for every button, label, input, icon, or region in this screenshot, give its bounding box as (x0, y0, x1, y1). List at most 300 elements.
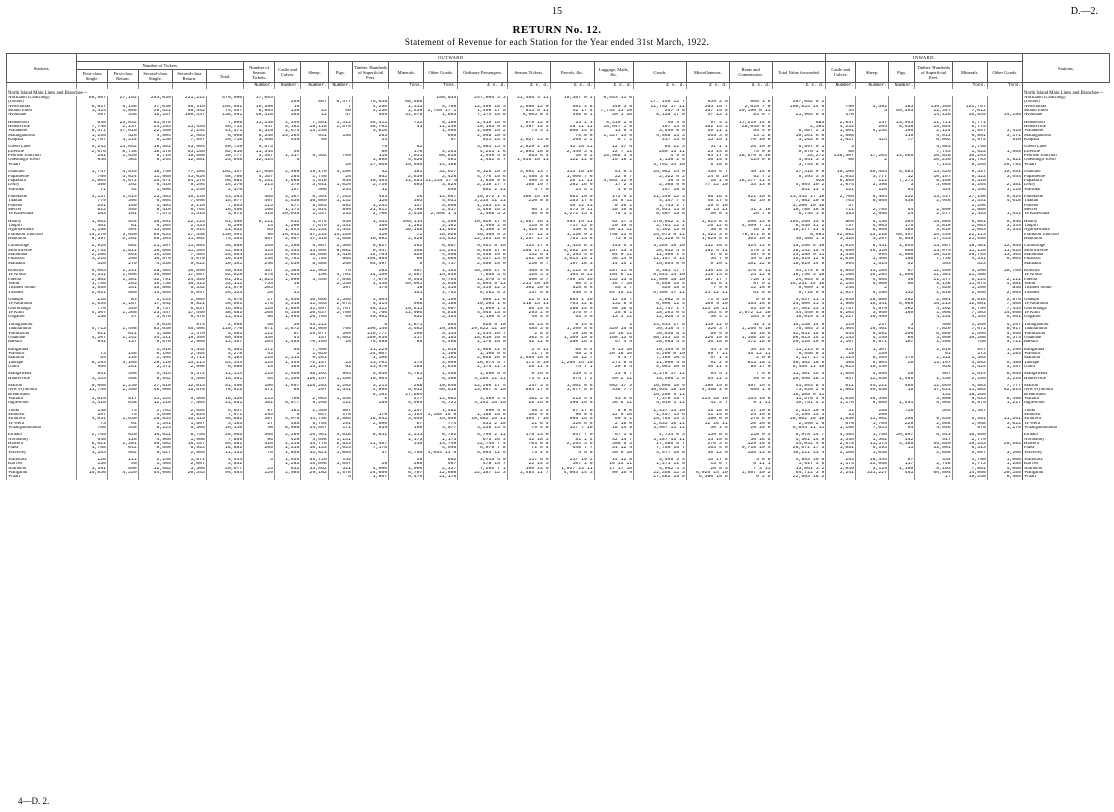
station-name: Hunterville (7, 377, 77, 381)
table-cell: 12,747 1 7 (634, 307, 687, 311)
table-cell: 8,498 (987, 397, 1022, 401)
table-cell: 3,200 (952, 269, 987, 273)
table-cell: 2,477 (915, 212, 952, 216)
table-cell: 39,836 6 3 (634, 332, 687, 336)
table-cell: 86,813 14 2 (772, 336, 826, 340)
table-cell: 7,558 3 6 (458, 273, 507, 277)
table-cell: 59,648 (856, 388, 889, 392)
station-name-right: Pukekohe (1023, 195, 1110, 199)
table-cell: 16,461 (856, 327, 889, 331)
table-cell: 4,360 1 0 (458, 228, 507, 232)
station-name: Rotorua (7, 269, 77, 273)
table-cell: 468 (826, 361, 856, 365)
table-cell: 665 (424, 134, 458, 138)
table-cell: 11,711 (915, 121, 952, 125)
table-cell: 96 1 3 (507, 208, 550, 212)
table-cell: 9,327 (952, 170, 987, 174)
table-cell: 1,697 (274, 384, 300, 388)
table-cell: 4,292 15 9 (550, 249, 594, 253)
table-cell: 1,424 (952, 365, 987, 369)
table-cell: 44 (826, 109, 856, 113)
table-cell: 603 (389, 183, 424, 187)
table-cell: 61,678 (138, 121, 172, 125)
table-cell (594, 475, 634, 479)
table-cell: 4,060 (987, 467, 1022, 471)
table-cell: 10,686 (301, 298, 328, 302)
table-cell: 19,399 (172, 336, 206, 340)
table-cell: 1,173 (424, 438, 458, 442)
table-cell: 202 (352, 269, 388, 273)
table-cell: 968 (389, 302, 424, 306)
table-cell: 4,227 (826, 315, 856, 319)
table-cell: 85,033 (138, 233, 172, 237)
table-cell: 98 16 4 (686, 195, 729, 199)
table-cell: 2,237 (108, 125, 139, 129)
station-name-right: Thames (1023, 291, 1110, 295)
table-cell (301, 475, 328, 479)
table-cell: 547 (244, 125, 275, 129)
unit-label: Number. (826, 83, 856, 90)
table-cell: 3,460 (244, 138, 275, 142)
table-cell: 5,282 5 2 (458, 291, 507, 295)
table-cell: 1,917 3 5 (772, 462, 826, 466)
table-cell: 5 (274, 158, 300, 162)
table-cell: 56 8 3 (686, 212, 729, 216)
table-cell: 23,667 8 10 (458, 388, 507, 392)
table-cell: 33,892 (301, 467, 328, 471)
table-cell: 500 5 7 (507, 278, 550, 282)
station-name: Te Kuiti (7, 311, 77, 315)
table-cell: 208 13 0 (729, 220, 772, 224)
station-name: Breakwater (7, 393, 77, 397)
table-cell: 40,602 (138, 442, 172, 446)
table-cell: 2,539 (274, 262, 300, 266)
table-cell: 37,038 (138, 105, 172, 109)
table-cell: 35,000 (138, 273, 172, 277)
table-cell: 853 6 4 (507, 154, 550, 158)
table-cell: 5,816 (424, 311, 458, 315)
table-cell: 163 5 0 (686, 311, 729, 315)
table-cell: 2,634 (77, 302, 108, 306)
table-cell: 1,756 (856, 433, 889, 437)
table-cell: 21 12 11 (686, 291, 729, 295)
col-in-minerals: Minerals. (952, 62, 987, 83)
table-cell: 4,264 18 10 (634, 244, 687, 248)
table-cell: 457 15 4 (729, 384, 772, 388)
table-cell: 1,756 (77, 282, 108, 286)
station-name: Taupiri (7, 224, 77, 228)
table-cell: 5,561 (987, 315, 1022, 319)
table-cell: 226 (77, 458, 108, 462)
table-cell: 33 13 0 (729, 183, 772, 187)
table-cell: 20 (274, 323, 300, 327)
table-cell: 160 (889, 311, 915, 315)
table-cell: 38,583 (206, 311, 243, 315)
table-cell: 7,176 (352, 446, 388, 450)
table-cell: 20,236 (915, 158, 952, 162)
table-cell: 1,228 9 2 (550, 233, 594, 237)
table-cell: 3,398 (856, 183, 889, 187)
table-cell: 27,448 (172, 233, 206, 237)
table-cell: 2,415 15 9 (458, 121, 507, 125)
table-cell: 2,861 16 8 (507, 150, 550, 154)
table-cell: 18,261 0 5 (634, 311, 687, 315)
table-cell: 20 (889, 361, 915, 365)
table-cell: 102,147 (206, 170, 243, 174)
station-name: Taumarunui (7, 327, 77, 331)
table-cell: 1,132 (328, 199, 352, 203)
table-cell: 414 (856, 138, 889, 142)
station-name: Papatoetoe (7, 175, 77, 179)
table-cell: 28,879 8 10 (729, 154, 772, 158)
table-cell: 1,313 (389, 105, 424, 109)
table-cell: 3,030 (826, 257, 856, 261)
table-cell: 19,243 (952, 442, 987, 446)
table-cell: 104,965 (352, 257, 388, 261)
table-cell: 11,562 (856, 417, 889, 421)
table-cell: 75 0 0 (729, 150, 772, 154)
col-first-single: First-class Single. (77, 70, 108, 83)
table-cell: 1,168 15 8 (424, 413, 458, 417)
table-cell: 215 (244, 372, 275, 376)
table-cell: 1,906 (826, 302, 856, 306)
table-cell: 7,508 (987, 302, 1022, 306)
table-cell: 54,711 3 9 (772, 471, 826, 475)
unit-label: Number. (274, 83, 300, 90)
station-name-right: Huntly (1023, 220, 1110, 224)
table-cell: 18,277 11 4 (729, 179, 772, 183)
table-cell: 6,964 (244, 109, 275, 113)
table-cell: 8,958 (274, 426, 300, 430)
table-cell: 4 0 8 (550, 451, 594, 455)
table-cell: 122 11 0 (550, 158, 594, 162)
table-cell: 59 9 9 (686, 332, 729, 336)
table-cell: 10,208 (952, 336, 987, 340)
station-name-right: New Plymouth (1023, 388, 1110, 392)
table-cell: 2,780 (328, 311, 352, 315)
table-cell: 640 (77, 438, 108, 442)
table-cell: 25 (328, 175, 352, 179)
station-name-right: Normanby (1023, 438, 1110, 442)
table-cell: 11,074 (952, 282, 987, 286)
station-name-right: Wanganui (1023, 471, 1110, 475)
table-cell: 10,052 15 11 (458, 417, 507, 421)
table-cell: 268 (389, 384, 424, 388)
report-title: RETURN No. 12. (512, 24, 602, 36)
table-cell: 1,504 (352, 298, 388, 302)
table-cell: 839 (352, 426, 388, 430)
table-cell: 974 (172, 323, 206, 327)
table-cell: 53 3 0 (550, 315, 594, 319)
col-second-single: Second-class Single. (138, 70, 172, 83)
station-name-right: Aramoho (1023, 467, 1110, 471)
table-cell: 24,953 5 5 (772, 278, 826, 282)
table-cell: 206 (389, 332, 424, 336)
table-cell: 774 (424, 422, 458, 426)
table-cell: 2,765 (856, 208, 889, 212)
table-cell: 8,044 11 11 (772, 426, 826, 430)
table-cell: 1,958 (77, 286, 108, 290)
table-cell: 166 (244, 208, 275, 212)
table-cell: 14,505 (889, 154, 915, 158)
table-cell: 23 1 3 (550, 121, 594, 125)
table-cell: 14,199 (987, 113, 1022, 117)
table-cell: 8,908 (206, 134, 243, 138)
table-cell: 143 5 3 (594, 244, 634, 248)
table-cell: 268 (244, 311, 275, 315)
table-cell: 1,523 6 4 (686, 220, 729, 224)
table-cell: 66,804 (915, 471, 952, 475)
table-cell: 1,263 14 4 (458, 204, 507, 208)
table-cell: 620 (389, 253, 424, 257)
table-cell: 1 0 0 (594, 188, 634, 192)
table-cell: 30 14 4 (686, 158, 729, 162)
station-name: Ellerslie (7, 150, 77, 154)
table-cell: 1,039 (826, 397, 856, 401)
table-cell: 150 (889, 129, 915, 133)
table-cell: 15,919 12 6 (772, 257, 826, 261)
table-cell (458, 475, 507, 479)
station-name-right: Morrinsville (1023, 249, 1110, 253)
table-cell (856, 475, 889, 479)
station-name: Hawera (7, 442, 77, 446)
table-cell: 1,168 16 2 (729, 336, 772, 340)
table-cell: 35,834 (952, 113, 987, 117)
table-cell: 64,275 (172, 179, 206, 183)
table-cell: 339 4 2 (550, 372, 594, 376)
table-cell: 3,459 2 4 (634, 458, 687, 462)
table-cell: 60,454 (856, 170, 889, 174)
table-cell: 1,162 (424, 356, 458, 360)
station-name: Wharf (7, 475, 77, 479)
table-cell: 1,808 (889, 273, 915, 277)
station-name: Onehunga Town (7, 158, 77, 162)
table-cell: 8,169 (856, 356, 889, 360)
table-cell: 7,982 10 8 (772, 199, 826, 203)
table-cell: 12 15 7 (594, 298, 634, 302)
table-cell: 1,173 (274, 208, 300, 212)
table-cell: 1,029 (301, 352, 328, 356)
table-cell: 106,146 (352, 327, 388, 331)
table-cell: 31 12 4 (594, 446, 634, 450)
table-cell: 50 2 11 (594, 377, 634, 381)
table-cell: 611 (826, 384, 856, 388)
table-cell: 28 15 8 (507, 401, 550, 405)
table-cell: 5,721 (424, 401, 458, 405)
table-cell: 383 (108, 158, 139, 162)
table-cell: 642 (108, 446, 139, 450)
table-cell: 4,599 (856, 372, 889, 376)
table-cell: 1,131 (328, 438, 352, 442)
table-cell: 22,286 17 5 (458, 384, 507, 388)
table-cell: 7,806 (206, 121, 243, 125)
table-cell: 2,806 (915, 451, 952, 455)
table-cell: 60,599 (206, 336, 243, 340)
table-cell: 11,551 (389, 179, 424, 183)
table-cell: 9,266 (301, 401, 328, 405)
table-cell: 16 1 0 (686, 179, 729, 183)
table-cell: 1,458 (424, 372, 458, 376)
table-cell: 3,582 (389, 327, 424, 331)
table-cell: 33 19 6 (686, 438, 729, 442)
table-cell: 125 (244, 361, 275, 365)
table-cell: 706 (274, 397, 300, 401)
table-cell: 1,636 (424, 365, 458, 369)
station-name-right: Tuakau (1023, 199, 1110, 203)
table-cell: 820 (108, 433, 139, 437)
table-cell: 163 4 0 (686, 446, 729, 450)
table-cell: 5 10 6 (686, 163, 729, 167)
col-parcels: Parcels, &c. (550, 62, 594, 83)
table-cell: 4,099 1 2 (458, 307, 507, 311)
table-cell: 55 (274, 348, 300, 352)
table-cell: 3,316 (274, 302, 300, 306)
table-cell: 703 8 8 (507, 442, 550, 446)
table-cell: 7,597 (172, 138, 206, 142)
table-cell: 383 (889, 105, 915, 109)
table-cell: 15 17 8 (686, 458, 729, 462)
table-cell: 25,571 (138, 179, 172, 183)
table-cell: 8,049 (889, 237, 915, 241)
table-cell: 34,776 (301, 442, 328, 446)
table-cell: 161 2 9 (507, 397, 550, 401)
table-cell: 26 7 0 (729, 212, 772, 216)
table-cell: 10,133 (301, 446, 328, 450)
table-cell: 121,767 (952, 105, 987, 109)
table-cell: 2,242 (108, 336, 139, 340)
table-cell: 2,004 (77, 179, 108, 183)
table-cell: 175 (889, 356, 915, 360)
table-cell: 10,193 0 8 (458, 125, 507, 129)
table-cell: 109 9 10 (686, 302, 729, 306)
table-cell: 5 (352, 323, 388, 327)
table-cell: 280 16 2 (550, 340, 594, 344)
station-name-right: Waitakere (1023, 129, 1110, 133)
table-cell: 73,203 (206, 237, 243, 241)
table-cell: 3 (889, 323, 915, 327)
station-name: Eltham (7, 433, 77, 437)
table-cell: 237 (856, 323, 889, 327)
table-cell: 2,211 (987, 278, 1022, 282)
table-cell: 281 (77, 154, 108, 158)
table-cell: 20,688 (856, 298, 889, 302)
table-cell: 32 14 7 (594, 438, 634, 442)
table-cell: 19,040 (424, 417, 458, 421)
table-cell: 4,392 12 9 (634, 228, 687, 232)
table-cell: 9,660 (77, 384, 108, 388)
table-cell: 1,074 (826, 183, 856, 187)
table-cell: 5,319 (244, 129, 275, 133)
station-name-right: Eltham (1023, 433, 1110, 437)
table-cell: 3,241 (826, 471, 856, 475)
table-cell: 18,142 15 4 (772, 249, 826, 253)
station-name: Stratford (7, 417, 77, 421)
table-cell: 80,749 (206, 145, 243, 149)
table-cell (206, 475, 243, 479)
table-cell: 10,372 1 6 (458, 195, 507, 199)
table-cell: 15,884 (915, 125, 952, 129)
table-cell: 3,334 (987, 224, 1022, 228)
table-cell: 5,560 (172, 397, 206, 401)
unit-label: £ s. d. (507, 83, 550, 90)
table-cell: 1,049 (826, 467, 856, 471)
table-cell: 22 (301, 109, 328, 113)
table-cell: 14,128 (915, 113, 952, 117)
table-cell: 32,823 (301, 451, 328, 455)
table-cell: 733 (244, 282, 275, 286)
table-cell: 11 7 0 (507, 352, 550, 356)
table-cell: 310 (389, 442, 424, 446)
table-cell: 1,949 4 9 (458, 154, 507, 158)
table-cell: 717 12 9 (550, 224, 594, 228)
table-cell: 28 16 8 (594, 208, 634, 212)
table-cell: 1,083 (952, 224, 987, 228)
table-cell: 4,904 (138, 134, 172, 138)
table-cell: 95 (244, 438, 275, 442)
table-cell: 1,307 (856, 348, 889, 352)
table-cell: 2,409 (274, 372, 300, 376)
table-cell: 14,066 (952, 471, 987, 475)
table-cell: 15,696 (301, 462, 328, 466)
table-cell: 1,482 (424, 409, 458, 413)
table-cell: 54 (889, 208, 915, 212)
table-cell: 8 16 1 (594, 204, 634, 208)
table-cell: 12,070 4 9 (458, 278, 507, 282)
table-cell: 11,114 (206, 372, 243, 376)
table-cell: 4,853 (826, 269, 856, 273)
table-cell: 59,051 (389, 282, 424, 286)
table-cell: 9,635 17 8 (458, 249, 507, 253)
table-cell: 18,551 (138, 145, 172, 149)
table-cell: 3,404 (826, 327, 856, 331)
table-cell: 34,311 (138, 336, 172, 340)
station-name-right: Cambridge (1023, 244, 1110, 248)
table-cell: 26 (389, 195, 424, 199)
table-cell: 53,150 (172, 150, 206, 154)
table-cell: 24 8 10 (686, 175, 729, 179)
table-cell: 8,942 (138, 377, 172, 381)
table-cell: 169 (889, 228, 915, 232)
table-cell: 68,686 (389, 100, 424, 104)
table-cell: 220 8 8 (507, 199, 550, 203)
table-cell: 42 1 3 (729, 323, 772, 327)
table-cell: 2,762 (138, 409, 172, 413)
table-cell: 3,410 (328, 253, 352, 257)
table-cell: 420 (352, 233, 388, 237)
table-cell: 2,195 (952, 377, 987, 381)
table-cell: 7 9 6 (686, 286, 729, 290)
table-cell: 327 7 10 (550, 426, 594, 430)
table-cell: 8,869 (856, 228, 889, 232)
table-cell: 5,242 (77, 145, 108, 149)
table-cell: 4,007 (424, 307, 458, 311)
table-cell: 120,197 (301, 377, 328, 381)
station-name: Utiku (7, 365, 77, 369)
table-cell: 1,166 (952, 204, 987, 208)
table-cell: 1,333 (352, 220, 388, 224)
table-cell: 82 (389, 145, 424, 149)
table-cell: 4,292 (915, 307, 952, 311)
table-cell: 375 0 7 (550, 311, 594, 315)
table-cell: 15,138 14 9 (772, 323, 826, 327)
table-cell: 9,392 (301, 154, 328, 158)
table-cell: 53 19 6 (729, 307, 772, 311)
table-cell: 156 (108, 352, 139, 356)
table-cell: 85 17 0 (729, 365, 772, 369)
table-cell: 24,007 (352, 352, 388, 356)
table-cell: 286 (352, 401, 388, 405)
table-cell: 302 10 6 (507, 286, 550, 290)
